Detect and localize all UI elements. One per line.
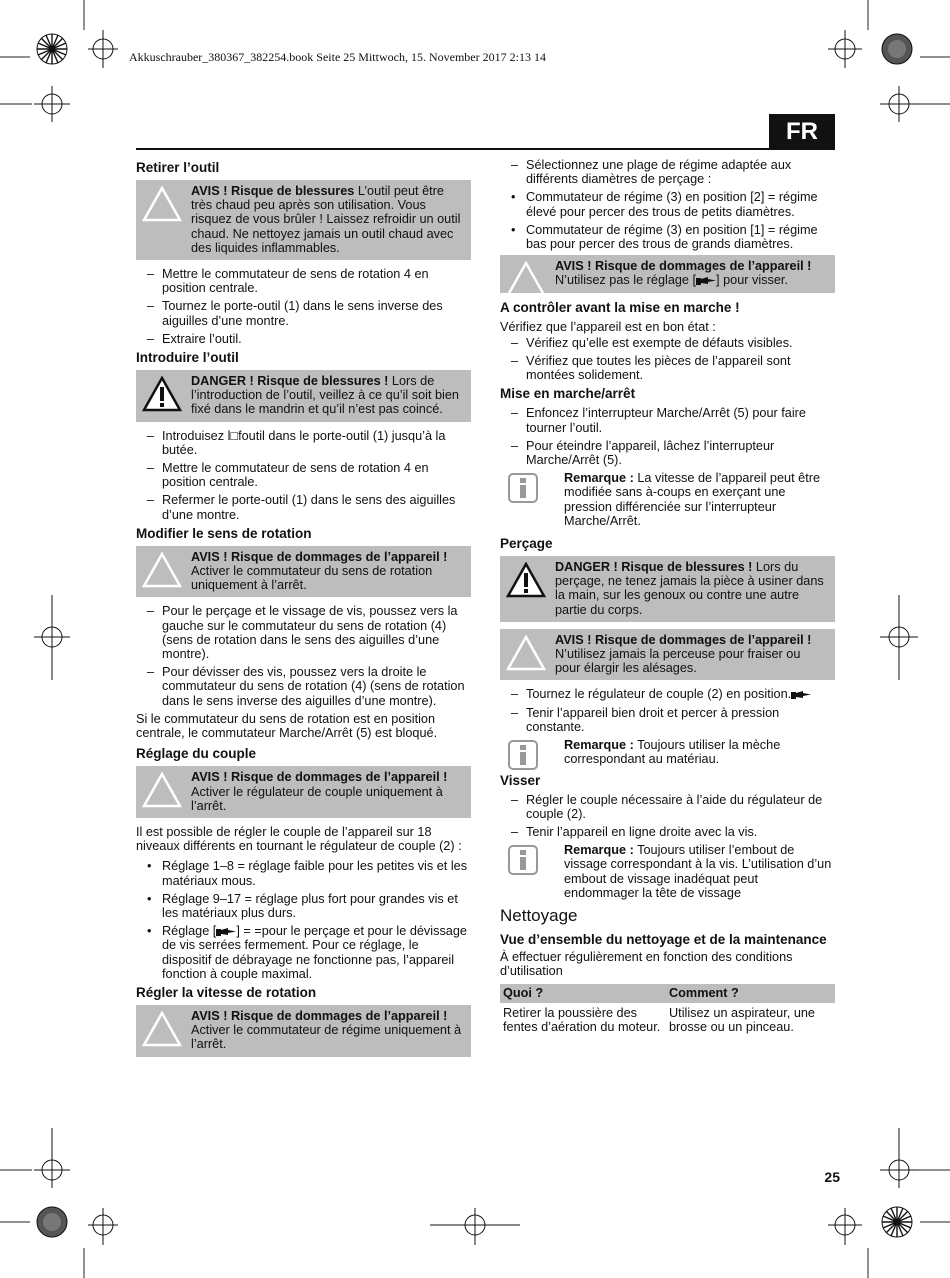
list-item: – Pour éteindre l’appareil, lâchez l’interrupteur Marche/Arrêt (5). [500, 439, 835, 467]
list-item [136, 924, 471, 981]
list-item: – Enfoncez l’interrupteur Marche/Arrêt (5) pour faire tourner l’outil. [500, 406, 835, 434]
steps-list [136, 267, 471, 346]
list-item: – Régler le couple nécessaire à l’aide du régulateur de couple (2). [500, 793, 835, 821]
list-item: – Extraire l’outil. [136, 332, 471, 346]
chapter-heading-cleaning: Nettoyage [500, 905, 578, 925]
print-file-header: Akkuschrauber_380367_382254.book Seite 25 Mittwoch, 15. November 2017 2:13 14 [129, 50, 546, 64]
danger-label: DANGER ! Risque de blessures ! [191, 374, 389, 389]
right-column [500, 158, 835, 1037]
warning-outline-icon [506, 635, 546, 671]
warning-text: L’outil peut être très chaud peu après son utilisation. Vous risquez de vous brûler ! Laissez refroidir un outil chaud. Ne nettoyez jamais un outil chaud avec des liquides inflammables. [191, 184, 461, 255]
list-item: – Introduisez l□foutil dans le porte-outil (1) jusqu’à la butée. [136, 429, 471, 457]
warning-text: Activer le commutateur de régime uniquement à l’arrêt. [191, 1023, 462, 1052]
section-title-screwing: Visser [500, 772, 541, 788]
warning-box [136, 1005, 471, 1057]
note-label: Remarque : [564, 843, 634, 858]
left-column [136, 158, 471, 1064]
note-text: Toujours utiliser la mèche correspondant au matériau. [564, 738, 781, 767]
info-icon [508, 740, 538, 770]
section-title-torque: Réglage du couple [136, 746, 257, 762]
list-item: – Tenir l’appareil en ligne droite avec la vis. [500, 825, 835, 839]
maintenance-table [500, 984, 835, 1037]
danger-text: Lors du perçage, ne tenez jamais la pièce à usiner dans la main, sur les genoux ou contre une autre partie du corps. [555, 560, 824, 617]
table-cell: Utilisez un aspirateur, une brosse ou un pinceau. [669, 1005, 815, 1034]
table-header-row [500, 984, 835, 1002]
warning-box [136, 180, 471, 260]
list-item: – Vérifiez qu’elle est exempte de défauts visibles. [500, 336, 835, 350]
note-box [508, 843, 835, 900]
note-box [508, 738, 835, 766]
section-title-insert-tool: Introduire l’outil [136, 350, 239, 366]
warning-text: ] pour visser. [716, 273, 788, 288]
list-item: • Réglage 9–17 = réglage plus fort pour grandes vis et les matériaux plus durs. [136, 892, 471, 920]
warning-outline-icon [506, 261, 546, 297]
danger-exclamation-icon [142, 376, 182, 412]
list-item-text: Tournez le régulateur de couple (2) en position. [526, 687, 792, 702]
warning-box [136, 766, 471, 818]
info-icon [508, 845, 538, 875]
list-item-text: Réglage [ [162, 924, 217, 939]
warning-outline-icon [142, 1011, 182, 1047]
list-item: – Tenir l’appareil bien droit et percer à pression constante. [500, 706, 835, 734]
drill-symbol-icon [216, 927, 236, 936]
warning-box [136, 546, 471, 598]
steps-list [500, 793, 835, 840]
list-item: – Pour le perçage et le vissage de vis, poussez vers la gauche sur le commutateur du sens de rotation (4) (sens de rotation dans le sens des aiguilles d’une montre). [136, 604, 471, 661]
warning-text: N’utilisez pas le réglage [ [555, 273, 697, 288]
table-row [500, 1003, 835, 1037]
danger-box [500, 556, 835, 622]
list-item: – Vérifiez que toutes les pièces de l’appareil sont montées solidement. [500, 354, 835, 382]
steps-list [500, 336, 835, 383]
section-title-maintenance: Vue d’ensemble du nettoyage et de la maintenance [500, 931, 827, 947]
table-cell: Retirer la poussière des fentes d’aération du moteur. [503, 1005, 661, 1034]
note-text: La vitesse de l’appareil peut être modifiée sans à-coups en exerçant une pression différenciée sur l’interrupteur Marche/Arrêt. [564, 471, 821, 528]
bullet-list [136, 859, 471, 981]
warning-label: AVIS ! Risque de blessures [191, 184, 355, 198]
info-icon [508, 473, 538, 503]
danger-label: DANGER ! Risque de blessures ! [555, 560, 753, 575]
paragraph: Si le commutateur du sens de rotation est en position centrale, le commutateur Marche/Arrêt (5) est bloqué. [136, 711, 438, 741]
danger-box [136, 370, 471, 422]
warning-outline-icon [142, 186, 182, 222]
list-item: – Mettre le commutateur de sens de rotation 4 en position centrale. [136, 461, 471, 489]
list-item: • Commutateur de régime (3) en position [2] = régime élevé pour percer des trous de petits diamètres. [500, 190, 835, 218]
list-item: – Refermer le porte-outil (1) dans le sens des aiguilles d’une montre. [136, 493, 471, 521]
warning-label: AVIS ! Risque de dommages de l’appareil ! [191, 549, 448, 564]
section-title-remove-tool: Retirer l’outil [136, 160, 220, 175]
warning-box [500, 255, 835, 292]
warning-text: N’utilisez jamais la perceuse pour fraiser ou pour élargir les alésages. [555, 647, 801, 676]
warning-label: AVIS ! Risque de dommages de l’appareil ! [555, 632, 812, 647]
drill-symbol-icon [791, 690, 811, 699]
list-item: – Sélectionnez une plage de régime adaptée aux différents diamètres de perçage : [500, 158, 835, 186]
warning-label: AVIS ! Risque de dommages de l’appareil ! [555, 259, 812, 274]
list-item: • Commutateur de régime (3) en position [1] = régime bas pour percer des trous de grands diamètres. [500, 223, 835, 251]
warning-outline-icon [142, 772, 182, 808]
section-title-check: A contrôler avant la mise en marche ! [500, 299, 740, 315]
list-item: • Réglage 1–8 = réglage faible pour les petites vis et les matériaux mous. [136, 859, 471, 887]
drill-symbol-icon [696, 276, 716, 285]
language-tab: FR [769, 114, 835, 150]
section-title-drilling: Perçage [500, 536, 553, 552]
column-header: Comment ? [666, 984, 835, 1002]
list-item-text: ] = =pour le perçage et pour le dévissage de vis serrées fermement. Pour ce réglage, le dispositif de débrayage ne fonctionne pas, l’appareil fonction à couple maximal. [162, 924, 467, 981]
warning-label: AVIS ! Risque de dommages de l’appareil ! [191, 1008, 448, 1023]
steps-list [500, 687, 835, 734]
list-item [500, 687, 835, 701]
steps-list [500, 158, 835, 186]
column-header: Quoi ? [500, 984, 666, 1002]
warning-text: Activer le régulateur de couple uniquement à l’arrêt. [191, 784, 443, 813]
paragraph: Il est possible de régler le couple de l’appareil sur 18 niveaux différents en tournant le régulateur de couple (2) : [136, 824, 462, 854]
section-title-speed: Régler la vitesse de rotation [136, 984, 317, 1000]
warning-box [500, 629, 835, 681]
steps-list [136, 604, 471, 707]
warning-text: Activer le commutateur du sens de rotation uniquement à l’arrêt. [191, 564, 433, 593]
note-label: Remarque : [564, 471, 634, 486]
note-box [508, 471, 835, 528]
note-label: Remarque : [564, 738, 634, 753]
danger-text: Lors de l’introduction de l’outil, veillez à ce qu’il soit bien fixé dans le mandrin et qu’il n’est pas coincé. [191, 374, 459, 417]
list-item: – Pour dévisser des vis, poussez vers la droite le commutateur du sens de rotation (4) (sens de rotation dans le sens inverse des aiguilles d’une montre). [136, 665, 471, 708]
list-item: – Tournez le porte-outil (1) dans le sens inverse des aiguilles d’une montre. [136, 299, 471, 327]
danger-exclamation-icon [506, 562, 546, 598]
paragraph: À effectuer régulièrement en fonction des conditions d’utilisation [500, 949, 793, 979]
steps-list [136, 429, 471, 522]
header-rule [136, 148, 835, 150]
warning-outline-icon [142, 552, 182, 588]
steps-list [500, 406, 835, 467]
page-number: 25 [824, 1169, 840, 1185]
warning-label: AVIS ! Risque de dommages de l’appareil ! [191, 770, 448, 785]
paragraph: Vérifiez que l’appareil est en bon état : [500, 319, 716, 334]
section-title-on-off: Mise en marche/arrêt [500, 386, 636, 402]
note-text: Toujours utiliser l’embout de vissage correspondant à la vis. L’utilisation d’un embout de vissage inadéquat peut endommager la tête de vissage [564, 843, 832, 900]
bullet-list [500, 190, 835, 251]
list-item: – Mettre le commutateur de sens de rotation 4 en position centrale. [136, 267, 471, 295]
section-title-rotation: Modifier le sens de rotation [136, 525, 312, 541]
